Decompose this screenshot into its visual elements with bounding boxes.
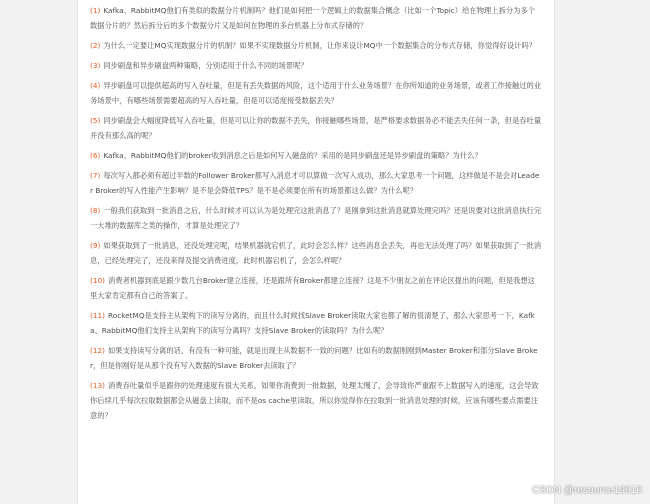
question-text: 如果支持读写分离的话，有没有一种可能，就是出现主从数据不一致的问题？比如有的数据刚刚到Master Broker和部分Slave Broker，但是你刚好是从那个没有写入数据的Slave Broker去读取了？ [90, 346, 538, 370]
question-number: (4) [90, 81, 101, 90]
question-number: (10) [90, 276, 105, 285]
question-item [90, 3, 542, 33]
question-item [90, 113, 542, 143]
question-item [90, 58, 542, 73]
question-text: 同步刷盘会大幅度降低写入吞吐量，但是可以让你的数据不丢失，你接触哪些场景，是严格要求数据务必不能丢失任何一条，但是吞吐量并没有那么高的呢？ [90, 116, 542, 140]
question-item [90, 308, 542, 338]
question-text: 为什么一定要让MQ实现数据分片的机制？如果不实现数据分片机制，让你来设计MQ中一个数据集合的分布式存储，你觉得好设计吗？ [103, 41, 537, 50]
question-number: (6) [90, 151, 101, 160]
question-number: (2) [90, 41, 101, 50]
question-item [90, 168, 542, 198]
question-text: 同步刷盘和异步刷盘两种策略，分别适用于什么不同的场景呢？ [103, 61, 308, 70]
question-number: (3) [90, 61, 101, 70]
question-number: (8) [90, 206, 101, 215]
question-number: (5) [90, 116, 101, 125]
question-item [90, 78, 542, 108]
question-item [90, 343, 542, 373]
question-item [90, 273, 542, 303]
question-text: Kafka、RabbitMQ他们的broker收到消息之后是如何写入磁盘的？采用的是同步刷盘还是异步刷盘的策略？为什么？ [103, 151, 482, 160]
question-number: (11) [90, 311, 105, 320]
question-number: (9) [90, 241, 101, 250]
question-item [90, 238, 542, 268]
question-item [90, 378, 542, 423]
question-text: 消费吞吐量似乎是跟你的处理速度有很大关系，如果你消费到一批数据，处理太慢了，会导致你严重跟不上数据写入的速度，这会导致你后续几乎每次拉取数据都会从磁盘上读取，而不是os cache里读取，所以你觉得你在拉取到一批消息处理的时候，应该有哪些要点需要注意的？ [90, 381, 539, 420]
csdn-watermark: CSDN @resource19610 [532, 485, 642, 496]
question-number: (13) [90, 381, 105, 390]
question-text: 每次写入都必须有超过半数的Follower Broker都写入消息才可以算做一次写入成功，那么大家思考一个问题，这样做是不是会对Leader Broker的写入性能产生影响？是不是会降低TPS？是不是必须要在所有的场景都这么做？为什么呢？ [90, 171, 540, 195]
question-text: 消费者机器到底是跟少数几台Broker建立连接，还是跟所有Broker都建立连接？这是不少朋友之前在评论区提出的问题，但是我想这里大家肯定都有自己的答案了。 [90, 276, 535, 300]
question-item [90, 148, 542, 163]
article-page [77, 0, 555, 504]
question-text: 一般我们获取到一批消息之后，什么时候才可以认为是处理完这批消息了？是刚拿到这批消息就算处理完吗？还是说要对这批消息执行完一大堆的数据库之类的操作，才算是处理完了？ [90, 206, 542, 230]
question-list [90, 3, 542, 428]
question-text: Kafka、RabbitMQ他们有类似的数据分片机制吗？他们是如何把一个逻辑上的数据集合概念（比如一个Topic）给在物理上拆分为多个数据分片的？然后拆分后的多个数据分片又是如何在物理的多台机器上分布式存储的？ [90, 6, 536, 30]
question-text: 如果获取到了一批消息，还没处理完呢，结果机器就宕机了，此时会怎么样？这些消息会丢失，再也无法处理了吗？如果获取到了一批消息，已经处理完了，还没来得及提交消费进度，此时机器宕机了，会怎么样呢？ [90, 241, 542, 265]
question-text: 异步刷盘可以提供超高的写入吞吐量，但是有丢失数据的风险，这个适用于什么业务场景？在你所知道的业务场景，或者工作接触过的业务场景中，有哪些场景需要超高的写入吞吐量，但是可以适度接受数据丢失？ [90, 81, 542, 105]
question-number: (1) [90, 6, 101, 15]
question-text: RocketMQ是支持主从架构下的读写分离的，而且什么时候找Slave Broker读取大家也都了解的很清楚了，那么大家思考一下，Kafka、RabbitMQ他们支持主从架构下的读写分离吗？支持Slave Broker的读取吗？为什么呢？ [90, 311, 535, 335]
question-item [90, 38, 542, 53]
question-item [90, 203, 542, 233]
question-number: (12) [90, 346, 105, 355]
question-number: (7) [90, 171, 101, 180]
